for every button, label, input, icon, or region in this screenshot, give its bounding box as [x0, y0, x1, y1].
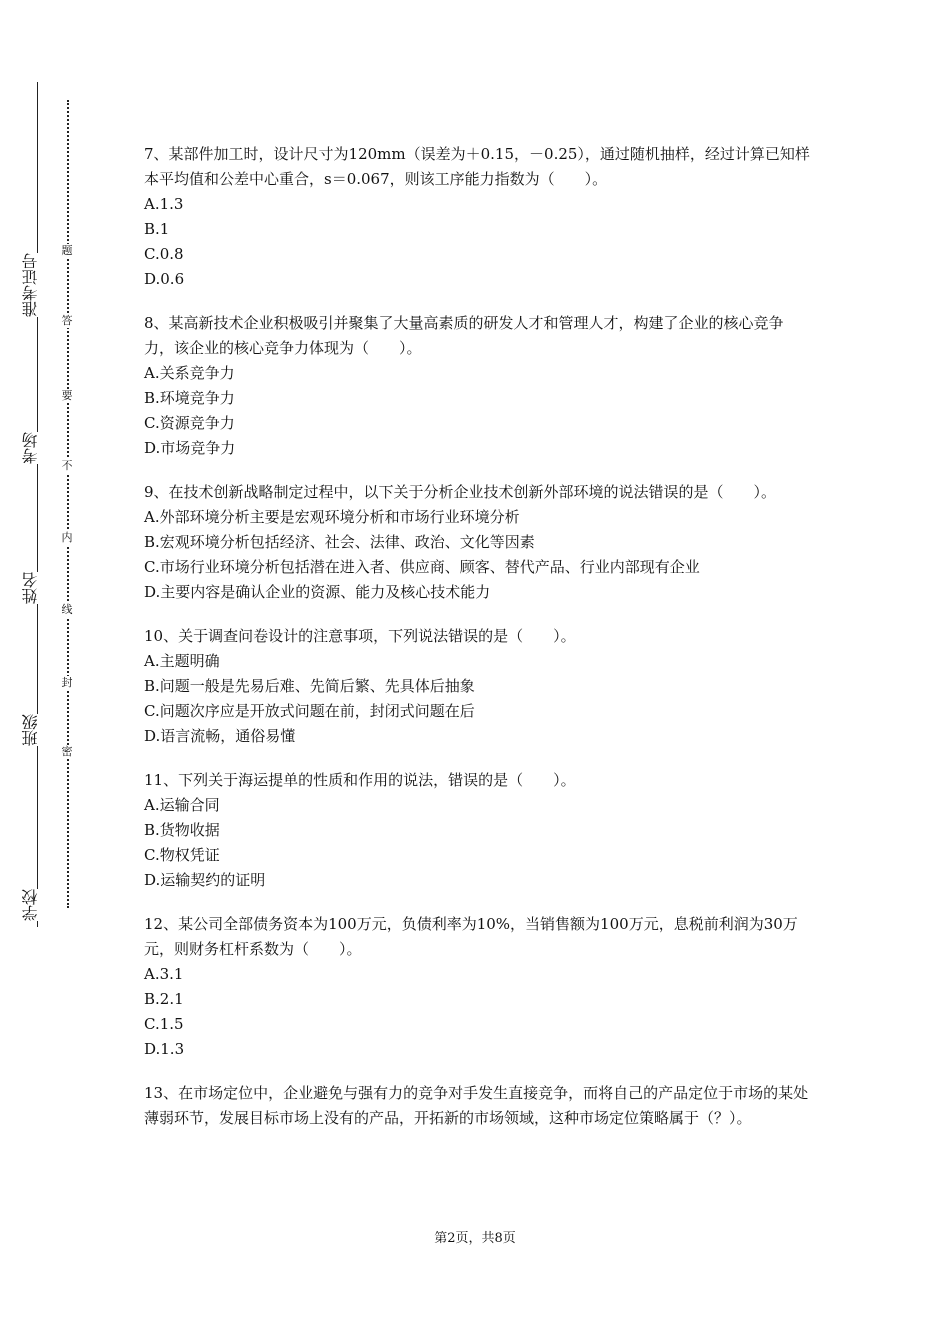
option-a: A.关系竞争力: [144, 364, 235, 382]
seal-char-da: 答: [59, 314, 75, 328]
question-list: [144, 142, 810, 1150]
option-d: D.1.3: [144, 1040, 185, 1058]
question-stem: 13、在市场定位中，企业避免与强有力的竞争对手发生直接竞争，而将自己的产品定位于市场的某处薄弱环节，发展目标市场上没有的产品，开拓新的市场领域，这种市场定位策略属于（？）。: [144, 1084, 809, 1127]
question-8: [144, 311, 810, 461]
option-c: C.物权凭证: [144, 846, 220, 864]
option-b: B.环境竞争力: [144, 389, 235, 407]
option-a: A.运输合同: [144, 796, 220, 814]
option-d: D.0.6: [144, 270, 185, 288]
seal-char-yao: 要: [59, 389, 75, 403]
question-7: [144, 142, 810, 292]
question-stem: 12、某公司全部债务资本为100万元，负债利率为10%，当销售额为100万元，息税前利润为30万元，则财务杠杆系数为（ ）。: [144, 915, 798, 958]
question-stem: 7、某部件加工时，设计尺寸为120mm（误差为＋0.15，－0.25），通过随机抽样，经过计算已知样本平均值和公差中心重合，s＝0.067，则该工序能力指数为（ ）。: [144, 145, 810, 188]
page-number: 第2页，共8页: [434, 1231, 516, 1246]
option-a: A.外部环境分析主要是宏观环境分析和市场行业环境分析: [144, 508, 520, 526]
exam-number-label: 准考证号: [21, 253, 40, 317]
question-stem: 10、关于调查问卷设计的注意事项，下列说法错误的是（ ）。: [144, 627, 576, 645]
option-c: C.0.8: [144, 245, 184, 263]
question-9: [144, 480, 810, 605]
question-11: [144, 768, 810, 893]
seal-char-nei: 内: [59, 531, 75, 545]
seal-char-mi: 密: [59, 745, 75, 759]
option-d: D.市场竞争力: [144, 439, 236, 457]
exam-room-label: 考场: [21, 432, 40, 464]
question-stem: 9、在技术创新战略制定过程中，以下关于分析企业技术创新外部环境的说法错误的是（ ）。: [144, 483, 777, 501]
question-13: [144, 1081, 810, 1131]
option-b: B.2.1: [144, 990, 184, 1008]
option-b: B.货物收据: [144, 821, 220, 839]
option-c: C.1.5: [144, 1015, 184, 1033]
option-c: C.问题次序应是开放式问题在前，封闭式问题在后: [144, 702, 475, 720]
option-b: B.宏观环境分析包括经济、社会、法律、政治、文化等因素: [144, 533, 535, 551]
option-d: D.主要内容是确认企业的资源、能力及核心技术能力: [144, 583, 491, 601]
option-a: A.3.1: [144, 965, 184, 983]
binding-solid-line: [37, 82, 38, 927]
option-c: C.市场行业环境分析包括潜在进入者、供应商、顾客、替代产品、行业内部现有企业: [144, 558, 700, 576]
option-d: D.运输契约的证明: [144, 871, 266, 889]
question-stem: 8、某高新技术企业积极吸引并聚集了大量高素质的研发人才和管理人才，构建了企业的核心竞争力，该企业的核心竞争力体现为（ ）。: [144, 314, 784, 357]
class-label: 班级: [21, 714, 40, 746]
seal-char-bu: 不: [59, 459, 75, 473]
school-label: 学校: [21, 889, 40, 921]
option-a: A.1.3: [144, 195, 184, 213]
seal-char-ti: 题: [59, 244, 75, 258]
seal-char-feng: 封: [59, 676, 75, 690]
question-10: [144, 624, 810, 749]
question-12: [144, 912, 810, 1062]
option-b: B.1: [144, 220, 170, 238]
name-label: 姓名: [21, 572, 40, 604]
seal-char-xian: 线: [59, 603, 75, 617]
binding-margin: [0, 0, 110, 1344]
option-b: B.问题一般是先易后难、先简后繁、先具体后抽象: [144, 677, 475, 695]
option-a: A.主题明确: [144, 652, 220, 670]
question-stem: 11、下列关于海运提单的性质和作用的说法，错误的是（ ）。: [144, 771, 576, 789]
option-c: C.资源竞争力: [144, 414, 235, 432]
binding-dotted-line: [67, 100, 69, 908]
option-d: D.语言流畅，通俗易懂: [144, 727, 296, 745]
